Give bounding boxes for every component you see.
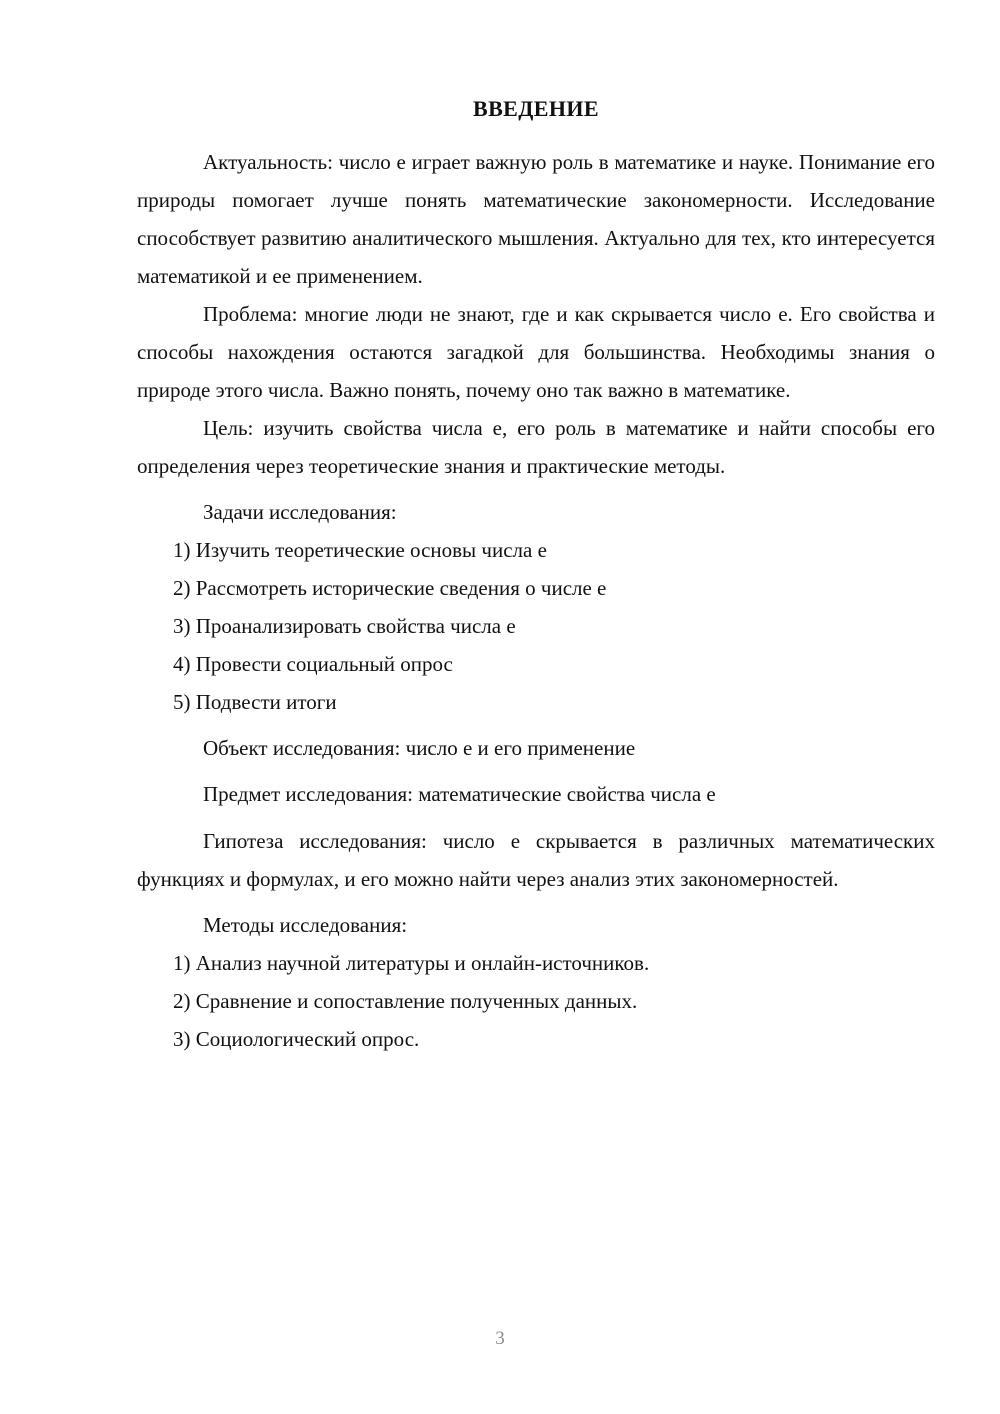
list-item: 4) Провести социальный опрос bbox=[173, 652, 453, 677]
tasks-heading: Задачи исследования: bbox=[203, 500, 397, 525]
list-item: 3) Социологический опрос. bbox=[173, 1027, 420, 1052]
document-body bbox=[137, 0, 935, 1058]
tasks-list bbox=[137, 531, 935, 721]
list-item: 2) Сравнение и сопоставление полученных данных. bbox=[173, 989, 638, 1014]
object-of-research-line: Объект исследования: число е и его применение bbox=[203, 736, 636, 761]
paragraph-relevance: Актуальность: число е играет важную роль в математике и науке. Понимание его природы помогает лучше понять математические закономерности. Исследование способствует развитию аналитического мышления. Актуально для тех, кто интересуется математикой и ее применением. bbox=[137, 150, 935, 289]
page-title: ВВЕДЕНИЕ bbox=[473, 96, 599, 121]
list-item: 1) Анализ научной литературы и онлайн-источников. bbox=[173, 951, 650, 976]
page-number: 3 bbox=[495, 1328, 505, 1349]
paragraph-goal: Цель: изучить свойства числа е, его роль в математике и найти способы его определения через теоретические знания и практические методы. bbox=[137, 416, 935, 479]
subject-of-research-line: Предмет исследования: математические свойства числа е bbox=[203, 782, 716, 807]
methods-heading: Методы исследования: bbox=[203, 913, 408, 938]
list-item: 5) Подвести итоги bbox=[173, 690, 337, 715]
paragraph-problem: Проблема: многие люди не знают, где и как скрывается число е. Его свойства и способы нахождения остаются загадкой для большинства. Необходимы знания о природе этого числа. Важно понять, почему оно так важно в математике. bbox=[137, 302, 935, 403]
methods-list bbox=[137, 944, 935, 1058]
list-item: 3) Проанализировать свойства числа е bbox=[173, 614, 516, 639]
paragraph-hypothesis: Гипотеза исследования: число е скрывается в различных математических функциях и формулах, и его можно найти через анализ этих закономерностей. bbox=[137, 829, 935, 892]
list-item: 1) Изучить теоретические основы числа е bbox=[173, 538, 547, 563]
list-item: 2) Рассмотреть исторические сведения о числе е bbox=[173, 576, 607, 601]
